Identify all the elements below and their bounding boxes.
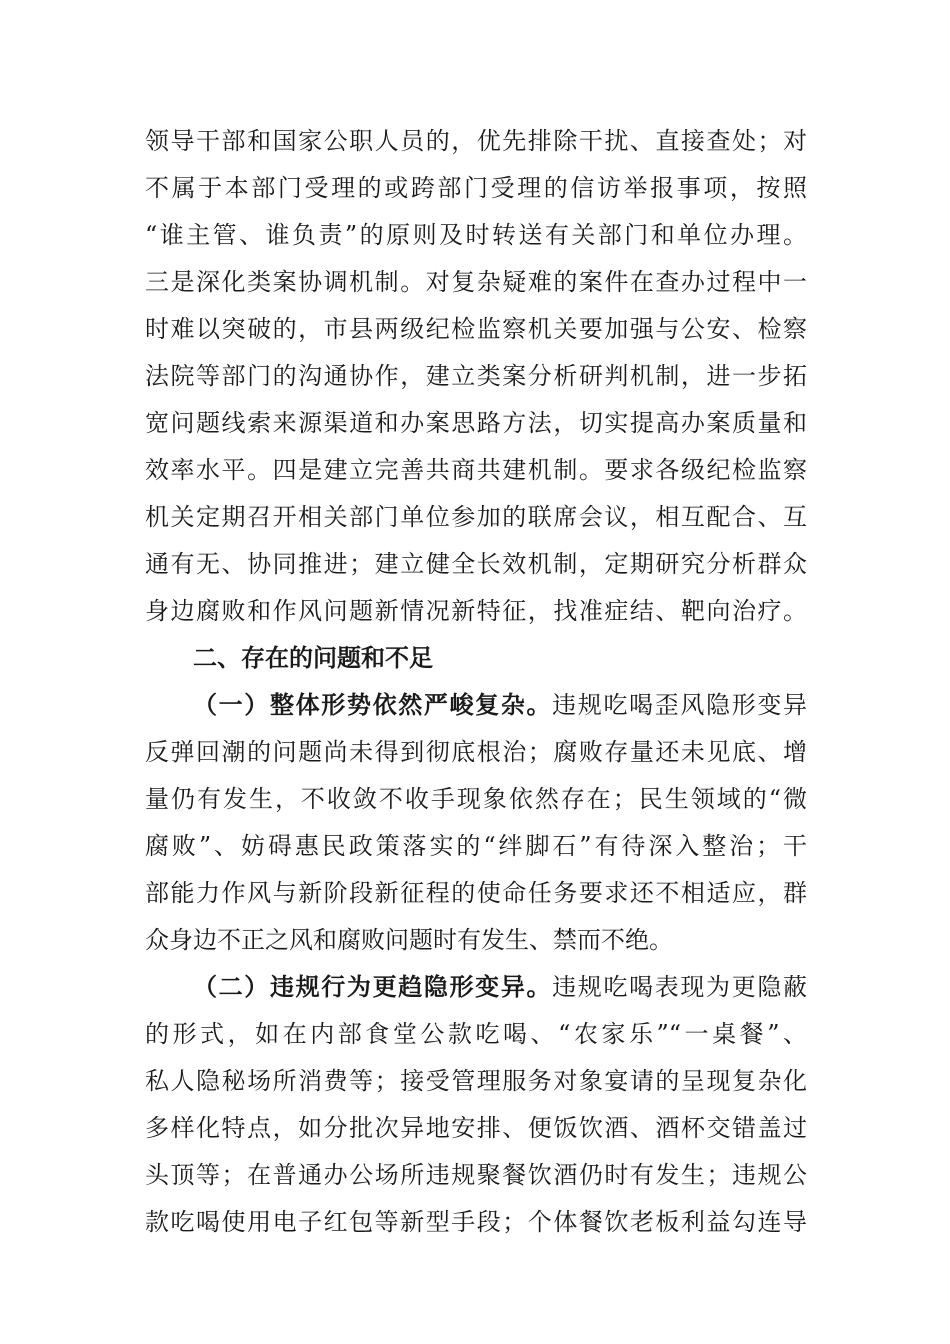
text-line: 身边腐败和作风问题新情况新特征，找准症结、靶向治疗。 bbox=[145, 597, 807, 625]
item-title: （一）整体形势依然严峻复杂。 bbox=[193, 691, 553, 719]
text-line: 领导干部和国家公职人员的，优先排除干扰、直接查处；对 bbox=[145, 127, 807, 155]
text-line: 机关定期召开相关部门单位参加的联席会议，相互配合、互 bbox=[145, 503, 807, 531]
text-line: 头顶等；在普通办公场所违规聚餐饮酒仍时有发生；违规公 bbox=[145, 1161, 807, 1189]
text-line: 私人隐秘场所消费等；接受管理服务对象宴请的呈现复杂化 bbox=[145, 1067, 807, 1095]
text-line: 众身边不正之风和腐败问题时有发生、禁而不绝。 bbox=[145, 926, 673, 954]
text-line: 三是深化类案协调机制。对复杂疑难的案件在查办过程中一 bbox=[145, 268, 807, 296]
text-line: 反弹回潮的问题尚未得到彻底根治；腐败存量还未见底、增 bbox=[145, 738, 807, 766]
paragraph-mechanisms bbox=[145, 118, 807, 635]
text-line: 部能力作风与新阶段新征程的使命任务要求还不相适应，群 bbox=[145, 879, 807, 907]
section-heading: 二、存在的问题和不足 bbox=[193, 644, 433, 672]
item-text: 违规吃喝歪风隐形变异 bbox=[552, 691, 807, 719]
item-title: （二）违规行为更趋隐形变异。 bbox=[193, 973, 553, 1001]
text-line: 不属于本部门受理的或跨部门受理的信访举报事项，按照 bbox=[145, 174, 807, 202]
text-line: 量仍有发生，不收敛不收手现象依然存在；民生领域的“微 bbox=[145, 785, 807, 813]
text-line: 法院等部门的沟通协作，建立类案分析研判机制，进一步拓 bbox=[145, 362, 807, 390]
text-line-first bbox=[145, 964, 807, 1011]
text-line: 多样化特点，如分批次异地安排、便饭饮酒、酒杯交错盖过 bbox=[145, 1114, 807, 1142]
paragraph-item-1 bbox=[145, 682, 807, 964]
text-line: 时难以突破的，市县两级纪检监察机关要加强与公安、检察 bbox=[145, 315, 807, 343]
paragraph-item-2 bbox=[145, 964, 807, 1246]
text-line: 的形式，如在内部食堂公款吃喝、“农家乐”“一桌餐”、 bbox=[145, 1020, 807, 1048]
document-body bbox=[145, 118, 807, 1246]
text-line: 通有无、协同推进；建立健全长效机制，定期研究分析群众 bbox=[145, 550, 807, 578]
text-line-first bbox=[145, 682, 807, 729]
text-line: 宽问题线索来源渠道和办案思路方法，切实提高办案质量和 bbox=[145, 409, 807, 437]
item-text: 违规吃喝表现为更隐蔽 bbox=[552, 973, 807, 1001]
text-line: 腐败”、妨碍惠民政策落实的“绊脚石”有待深入整治；干 bbox=[145, 832, 807, 860]
text-line: 效率水平。四是建立完善共商共建机制。要求各级纪检监察 bbox=[145, 456, 807, 484]
text-line: 款吃喝使用电子红包等新型手段；个体餐饮老板利益勾连导 bbox=[145, 1208, 807, 1236]
text-line: “谁主管、谁负责”的原则及时转送有关部门和单位办理。 bbox=[145, 221, 807, 249]
